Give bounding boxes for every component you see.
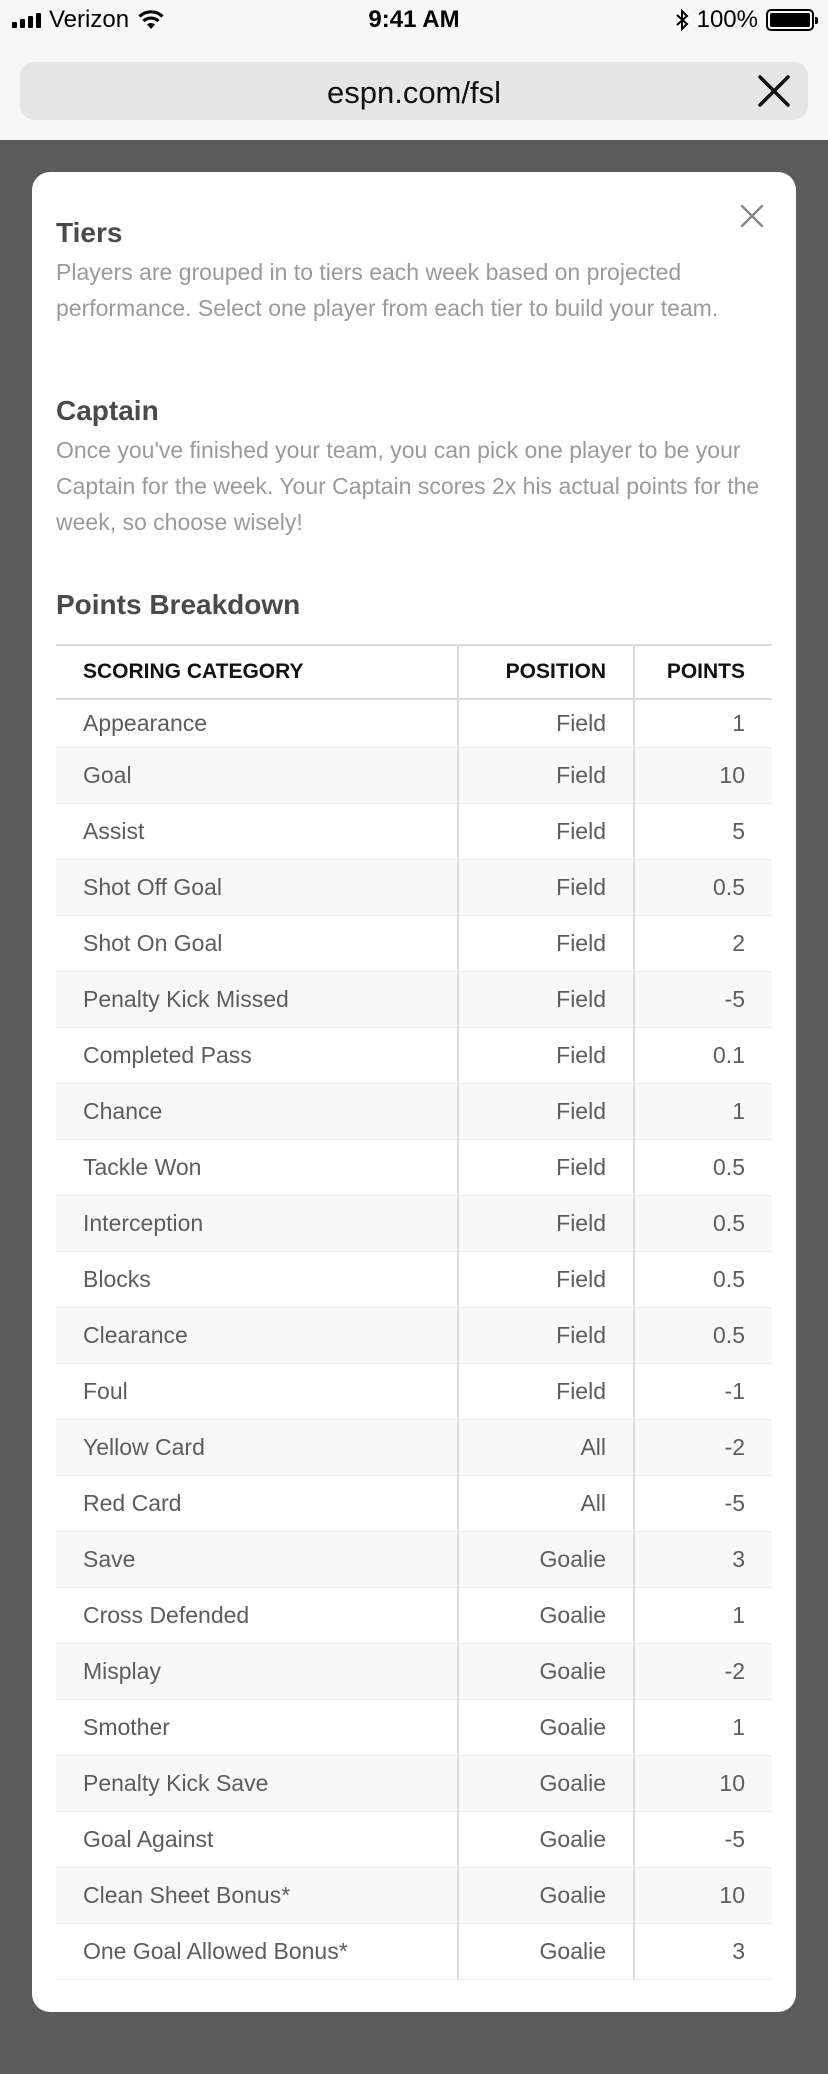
captain-description: Once you've finished your team, you can pick one player to be your Captain for the week. Your Captain scores 2x his actual points for the week, so choose wisely! [56,437,760,535]
table-row [56,859,772,915]
url-bar[interactable] [20,62,808,120]
table-row [56,971,772,1027]
cell-category: One Goal Allowed Bonus* [56,1923,458,1979]
cell-position: Field [458,915,634,971]
cell-points: 10 [634,747,772,803]
table-row [56,1867,772,1923]
cell-category: Penalty Kick Save [56,1755,458,1811]
cell-position: Field [458,803,634,859]
bluetooth-icon [675,8,689,32]
cell-category: Clean Sheet Bonus* [56,1867,458,1923]
cell-category: Goal [56,747,458,803]
table-row [56,1755,772,1811]
cell-category: Interception [56,1195,458,1251]
cell-category: Yellow Card [56,1419,458,1475]
cell-points: 0.5 [634,1307,772,1363]
cell-category: Penalty Kick Missed [56,971,458,1027]
cell-points: -2 [634,1643,772,1699]
cell-position: Goalie [458,1699,634,1755]
cell-category: Goal Against [56,1811,458,1867]
table-row [56,1643,772,1699]
cell-position: All [458,1475,634,1531]
table-header-row [56,645,772,699]
cell-points: 10 [634,1867,772,1923]
cell-category: Appearance [56,699,458,747]
cell-points: -5 [634,1475,772,1531]
cell-position: Field [458,1139,634,1195]
cell-category: Tackle Won [56,1139,458,1195]
cell-points: 0.5 [634,1251,772,1307]
table-row [56,1587,772,1643]
table-row [56,1811,772,1867]
tiers-description: Players are grouped in to tiers each week based on projected performance. Select one player from each tier to build your team. [56,259,719,321]
carrier-label: Verizon [49,6,130,33]
cell-points: 0.1 [634,1027,772,1083]
points-breakdown-title: Points Breakdown [56,589,301,620]
status-time: 9:41 AM [368,6,460,33]
cell-points: 1 [634,1587,772,1643]
cell-position: Goalie [458,1643,634,1699]
cell-points: -5 [634,971,772,1027]
cell-category: Misplay [56,1643,458,1699]
battery-icon [766,9,814,31]
cell-category: Blocks [56,1251,458,1307]
cell-category: Clearance [56,1307,458,1363]
cell-category: Assist [56,803,458,859]
cell-position: Goalie [458,1755,634,1811]
captain-title: Captain [56,395,159,426]
cell-category: Save [56,1531,458,1587]
cell-category: Completed Pass [56,1027,458,1083]
cell-category: Foul [56,1363,458,1419]
header-scoring-category: SCORING CATEGORY [56,645,458,699]
cell-points: 3 [634,1923,772,1979]
cell-category: Chance [56,1083,458,1139]
url-text[interactable]: espn.com/fsl [326,75,501,110]
table-row [56,1531,772,1587]
cell-points: 0.5 [634,859,772,915]
cell-category: Cross Defended [56,1587,458,1643]
cell-points: 1 [634,699,772,747]
cell-position: Goalie [458,1923,634,1979]
cell-position: Field [458,1307,634,1363]
scoring-table-body [56,699,772,1979]
cell-position: Field [458,1251,634,1307]
cell-points: -1 [634,1363,772,1419]
header-position: POSITION [458,645,634,699]
close-icon[interactable] [756,73,792,109]
cell-points: 1 [634,1083,772,1139]
cell-position: Goalie [458,1587,634,1643]
tiers-section [56,216,772,386]
cell-position: Goalie [458,1531,634,1587]
cell-points: 3 [634,1531,772,1587]
cell-position: Field [458,1363,634,1419]
table-row [56,1699,772,1755]
cell-position: Goalie [458,1811,634,1867]
battery-percent: 100% [696,6,758,33]
table-row [56,1923,772,1979]
table-row [56,1307,772,1363]
rules-modal [32,172,796,2012]
cell-category: Shot Off Goal [56,859,458,915]
scoring-table [56,644,772,1980]
cell-points: 2 [634,915,772,971]
browser-toolbar [0,42,828,140]
cell-position: All [458,1419,634,1475]
status-right [675,6,814,34]
cell-position: Field [458,1027,634,1083]
table-row [56,1139,772,1195]
cell-position: Field [458,859,634,915]
table-row [56,1251,772,1307]
table-row [56,1419,772,1475]
table-row [56,699,772,747]
table-row [56,1083,772,1139]
table-row [56,915,772,971]
cell-position: Field [458,1195,634,1251]
table-row [56,1475,772,1531]
cell-category: Red Card [56,1475,458,1531]
tiers-title: Tiers [56,217,123,248]
cell-points: 0.5 [634,1139,772,1195]
table-row [56,1195,772,1251]
cell-points: -5 [634,1811,772,1867]
cell-position: Field [458,699,634,747]
cell-points: 0.5 [634,1195,772,1251]
cell-position: Field [458,971,634,1027]
cell-category: Shot On Goal [56,915,458,971]
captain-section [56,394,772,580]
header-points: POINTS [634,645,772,699]
cell-points: 10 [634,1755,772,1811]
cell-position: Field [458,747,634,803]
cell-category: Smother [56,1699,458,1755]
table-row [56,1027,772,1083]
cell-points: 1 [634,1699,772,1755]
cell-position: Goalie [458,1867,634,1923]
cell-position: Field [458,1083,634,1139]
cell-points: 5 [634,803,772,859]
modal-content [56,216,772,1980]
cell-points: -2 [634,1419,772,1475]
table-row [56,803,772,859]
status-bar [0,0,828,42]
table-row [56,747,772,803]
table-row [56,1363,772,1419]
